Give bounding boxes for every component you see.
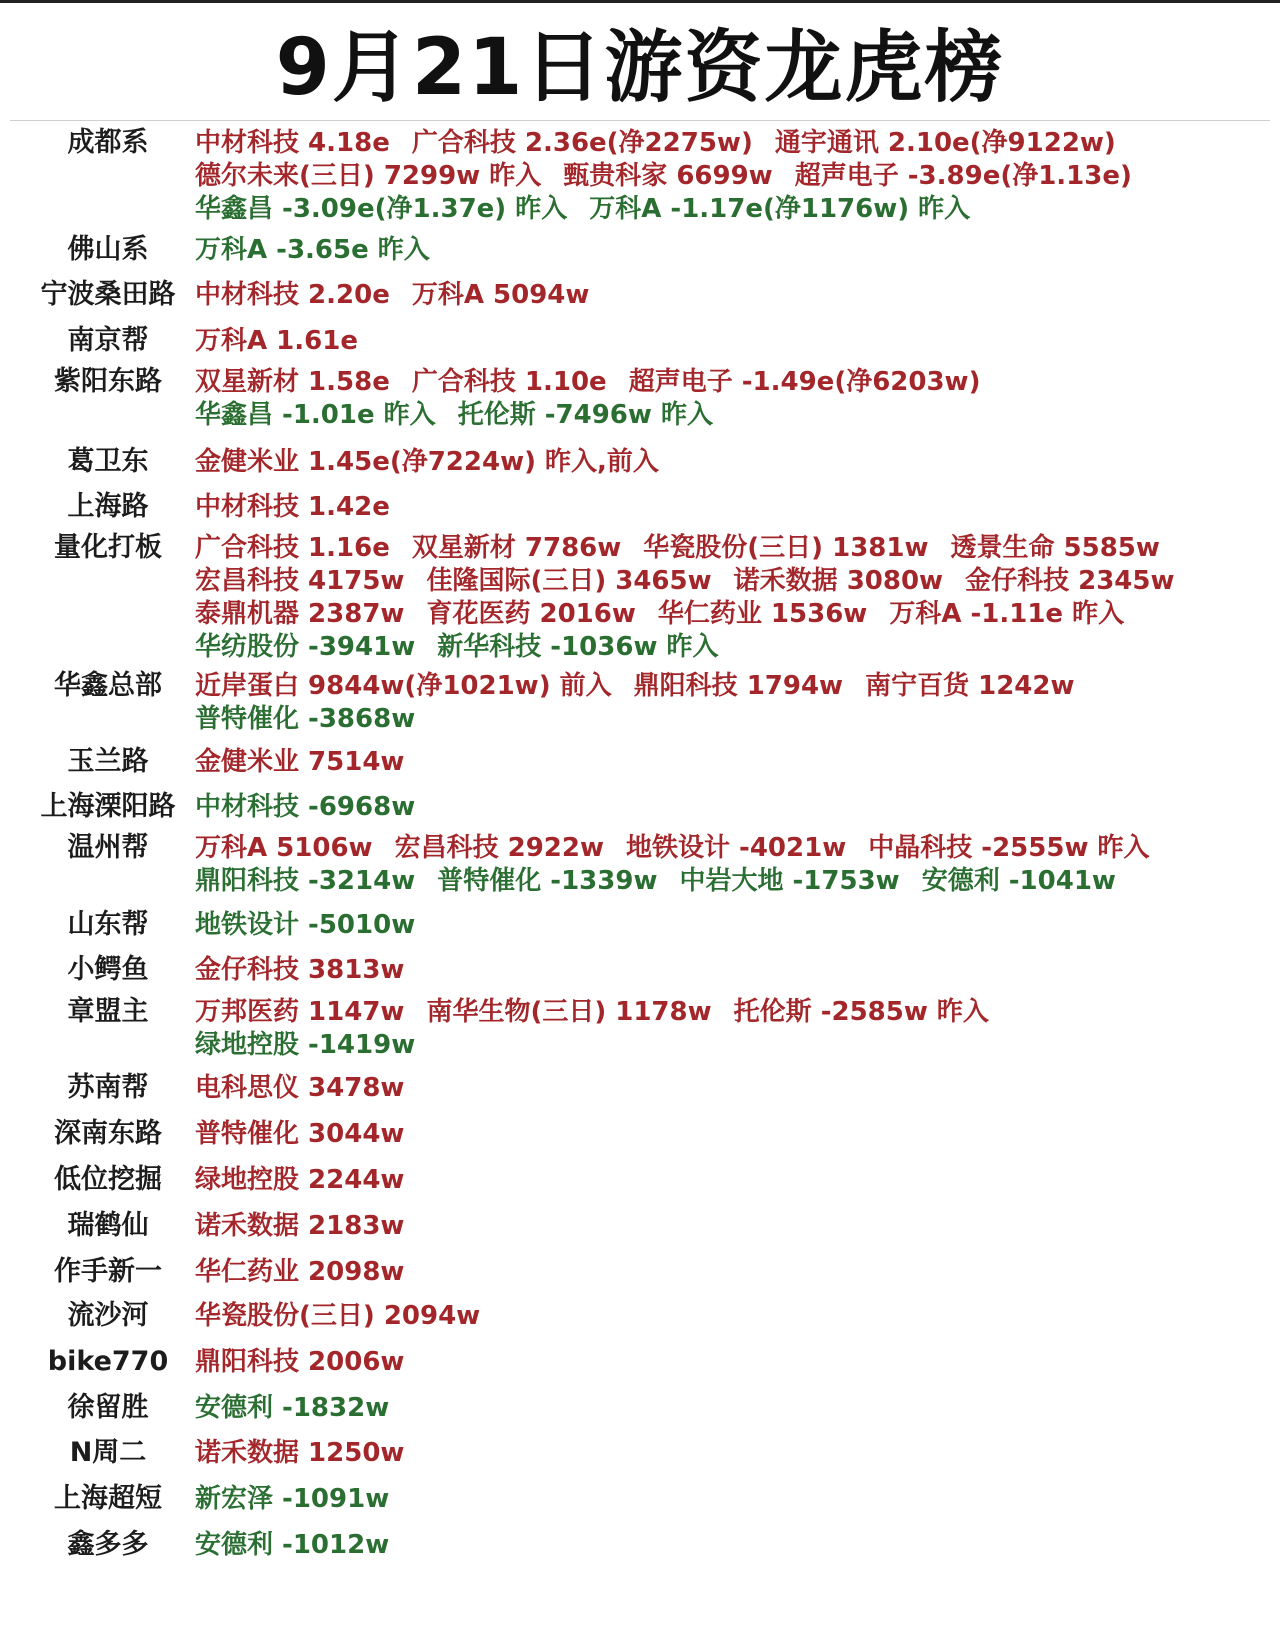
sell-entry: 普特催化 -1339w	[437, 866, 658, 896]
sell-entry: 安德利 -1012w	[195, 1530, 390, 1560]
trade-line	[195, 908, 437, 942]
trade-line	[195, 1436, 426, 1470]
buy-entry: 普特催化 3044w	[195, 1119, 405, 1149]
buy-entry: 万科A 1.61e	[195, 326, 358, 356]
trade-line	[195, 1482, 411, 1516]
trader-row	[0, 1255, 1280, 1290]
trade-line	[195, 159, 1154, 193]
trader-name: 流沙河	[67, 1300, 149, 1331]
buy-entry: 双星新材 1.58e	[195, 367, 390, 397]
trader-row	[0, 908, 1280, 943]
trade-line	[195, 669, 1097, 703]
sell-entry: 安德利 -1041w	[921, 866, 1116, 896]
sell-entry: 万科A -1.17e(净1176w) 昨入	[589, 194, 971, 224]
buy-entry: 宏昌科技 4175w	[195, 566, 405, 596]
trade-line	[195, 398, 735, 432]
trader-row	[0, 1071, 1280, 1106]
buy-entry: 金仔科技 3813w	[195, 955, 405, 985]
buy-entry: 金仔科技 2345w	[965, 566, 1175, 596]
trader-row	[0, 126, 1280, 227]
trader-row	[0, 1436, 1280, 1471]
trader-name: 成都系	[67, 127, 149, 158]
trade-line	[195, 365, 1002, 399]
trade-line	[195, 1391, 411, 1425]
trader-row	[0, 1209, 1280, 1244]
sell-entry: 托伦斯 -7496w 昨入	[457, 400, 713, 430]
trader-name: 瑞鹤仙	[67, 1210, 149, 1241]
sell-entry: 普特催化 -3868w	[195, 704, 416, 734]
buy-entry: 金健米业 1.45e(净7224w) 昨入,前入	[195, 447, 659, 477]
trader-name: 南京帮	[67, 325, 149, 356]
buy-entry: 电科思仪 3478w	[195, 1073, 405, 1103]
buy-entry: 华瓷股份(三日) 1381w	[643, 533, 929, 563]
trader-name: 宁波桑田路	[40, 279, 176, 310]
buy-entry: 南宁百货 1242w	[865, 671, 1075, 701]
trader-row	[0, 278, 1280, 313]
buy-entry: 德尔未来(三日) 7299w 昨入	[195, 161, 542, 191]
trade-line	[195, 702, 437, 736]
trade-line	[195, 597, 1146, 631]
trade-line	[195, 1255, 426, 1289]
buy-entry: 万科A 5106w	[195, 833, 373, 863]
trader-row	[0, 1345, 1280, 1380]
trade-line	[195, 1209, 426, 1243]
trade-line	[195, 831, 1172, 865]
trader-name: 紫阳东路	[54, 366, 162, 397]
buy-entry: 广合科技 1.10e	[411, 367, 607, 397]
trade-line	[195, 1117, 426, 1151]
buy-entry: 南华生物(三日) 1178w	[426, 997, 712, 1027]
buy-entry: 甄贵科家 6699w	[563, 161, 773, 191]
trade-line	[195, 564, 1197, 598]
trader-row	[0, 831, 1280, 899]
sell-entry: 中岩大地 -1753w	[679, 866, 900, 896]
trader-name: 徐留胜	[67, 1392, 149, 1423]
trader-name: 葛卫东	[67, 446, 149, 477]
trade-line	[195, 324, 380, 358]
buy-entry: 鼎阳科技 1794w	[633, 671, 844, 701]
trader-name: 山东帮	[67, 909, 149, 940]
trade-line	[195, 445, 681, 479]
buy-entry: 华仁药业 1536w	[657, 599, 868, 629]
trader-name: 上海超短	[54, 1483, 162, 1514]
trade-line	[195, 1345, 426, 1379]
buy-entry: 万邦医药 1147w	[195, 997, 405, 1027]
trader-name: 低位挖掘	[54, 1164, 162, 1195]
sell-entry: 绿地控股 -1419w	[195, 1030, 416, 1060]
trade-line	[195, 1299, 502, 1333]
trader-name: 上海路	[67, 491, 149, 522]
buy-entry: 诺禾数据 3080w	[733, 566, 944, 596]
trade-line	[195, 192, 992, 226]
sell-entry: 新宏泽 -1091w	[195, 1484, 390, 1514]
trader-name: 作手新一	[54, 1256, 162, 1287]
sell-entry: 地铁设计 -5010w	[195, 910, 416, 940]
trader-name: 佛山系	[67, 234, 149, 265]
trader-row	[0, 365, 1280, 433]
sell-entry: 万科A -3.65e 昨入	[195, 235, 430, 265]
trader-row	[0, 1299, 1280, 1334]
trader-row	[0, 1528, 1280, 1563]
trade-line	[195, 790, 437, 824]
trade-line	[195, 1028, 437, 1062]
trade-line	[195, 1528, 411, 1562]
sell-entry: 鼎阳科技 -3214w	[195, 866, 416, 896]
trader-name: N周二	[69, 1437, 147, 1468]
trade-line	[195, 531, 1182, 565]
buy-entry: 超声电子 -1.49e(净6203w)	[628, 367, 981, 397]
buy-entry: 超声电子 -3.89e(净1.13e)	[794, 161, 1132, 191]
trade-line	[195, 1071, 426, 1105]
buy-entry: 地铁设计 -4021w	[626, 833, 847, 863]
buy-entry: 诺禾数据 1250w	[195, 1438, 405, 1468]
trade-line	[195, 630, 741, 664]
trade-line	[195, 864, 1138, 898]
trader-name: 玉兰路	[67, 746, 149, 777]
sell-entry: 华纺股份 -3941w	[195, 632, 416, 662]
trader-row	[0, 995, 1280, 1063]
buy-entry: 中材科技 1.42e	[195, 492, 390, 522]
page-title: 9月21日游资龙虎榜	[275, 23, 1005, 113]
trader-row	[0, 1163, 1280, 1198]
trade-line	[195, 126, 1138, 160]
buy-entry: 中材科技 2.20e	[195, 280, 390, 310]
buy-entry: 透景生命 5585w	[950, 533, 1160, 563]
trader-name: 小鳄鱼	[67, 954, 149, 985]
trade-line	[195, 490, 412, 524]
trader-row	[0, 1117, 1280, 1152]
trader-row	[0, 669, 1280, 737]
trade-line	[195, 1163, 426, 1197]
buy-entry: 广合科技 1.16e	[195, 533, 390, 563]
trader-name: 上海溧阳路	[40, 791, 176, 822]
buy-entry: 双星新材 7786w	[411, 533, 622, 563]
buy-entry: 泰鼎机器 2387w	[195, 599, 405, 629]
trader-name: 温州帮	[67, 832, 149, 863]
trader-name: bike770	[47, 1346, 169, 1377]
buy-entry: 佳隆国际(三日) 3465w	[426, 566, 712, 596]
trade-line	[195, 745, 426, 779]
trade-line	[195, 995, 1011, 1029]
buy-entry: 鼎阳科技 2006w	[195, 1347, 405, 1377]
trader-row	[0, 953, 1280, 988]
trader-row	[0, 1391, 1280, 1426]
trade-line	[195, 278, 611, 312]
buy-entry: 通宇通讯 2.10e(净9122w)	[774, 128, 1116, 158]
buy-entry: 中材科技 4.18e	[195, 128, 390, 158]
trade-line	[195, 953, 426, 987]
trader-name: 量化打板	[54, 532, 162, 563]
trade-line	[195, 233, 452, 267]
buy-entry: 华瓷股份(三日) 2094w	[195, 1301, 481, 1331]
trader-row	[0, 531, 1280, 665]
buy-entry: 华仁药业 2098w	[195, 1257, 405, 1287]
trader-row	[0, 745, 1280, 780]
sell-entry: 新华科技 -1036w 昨入	[437, 632, 719, 662]
buy-entry: 中晶科技 -2555w 昨入	[868, 833, 1150, 863]
trader-name: 深南东路	[54, 1118, 162, 1149]
buy-entry: 金健米业 7514w	[195, 747, 405, 777]
buy-entry: 育花医药 2016w	[426, 599, 636, 629]
trader-row	[0, 324, 1280, 359]
trader-name: 鑫多多	[67, 1529, 149, 1560]
buy-entry: 广合科技 2.36e(净2275w)	[411, 128, 753, 158]
trader-row	[0, 1482, 1280, 1517]
trader-row	[0, 790, 1280, 825]
buy-entry: 绿地控股 2244w	[195, 1165, 405, 1195]
trader-row	[0, 490, 1280, 525]
sell-entry: 安德利 -1832w	[195, 1393, 390, 1423]
buy-entry: 托伦斯 -2585w 昨入	[733, 997, 989, 1027]
trader-name: 章盟主	[67, 996, 149, 1027]
buy-entry: 万科A -1.11e 昨入	[889, 599, 1125, 629]
sell-entry: 华鑫昌 -1.01e 昨入	[195, 400, 436, 430]
sell-entry: 中材科技 -6968w	[195, 792, 416, 822]
buy-entry: 宏昌科技 2922w	[394, 833, 604, 863]
buy-entry: 近岸蛋白 9844w(净1021w) 前入	[195, 671, 612, 701]
buy-entry: 诺禾数据 2183w	[195, 1211, 405, 1241]
sell-entry: 华鑫昌 -3.09e(净1.37e) 昨入	[195, 194, 568, 224]
trader-name: 苏南帮	[67, 1072, 149, 1103]
trader-name: 华鑫总部	[54, 670, 162, 701]
trader-row	[0, 445, 1280, 480]
buy-entry: 万科A 5094w	[411, 280, 590, 310]
trader-row	[0, 233, 1280, 268]
